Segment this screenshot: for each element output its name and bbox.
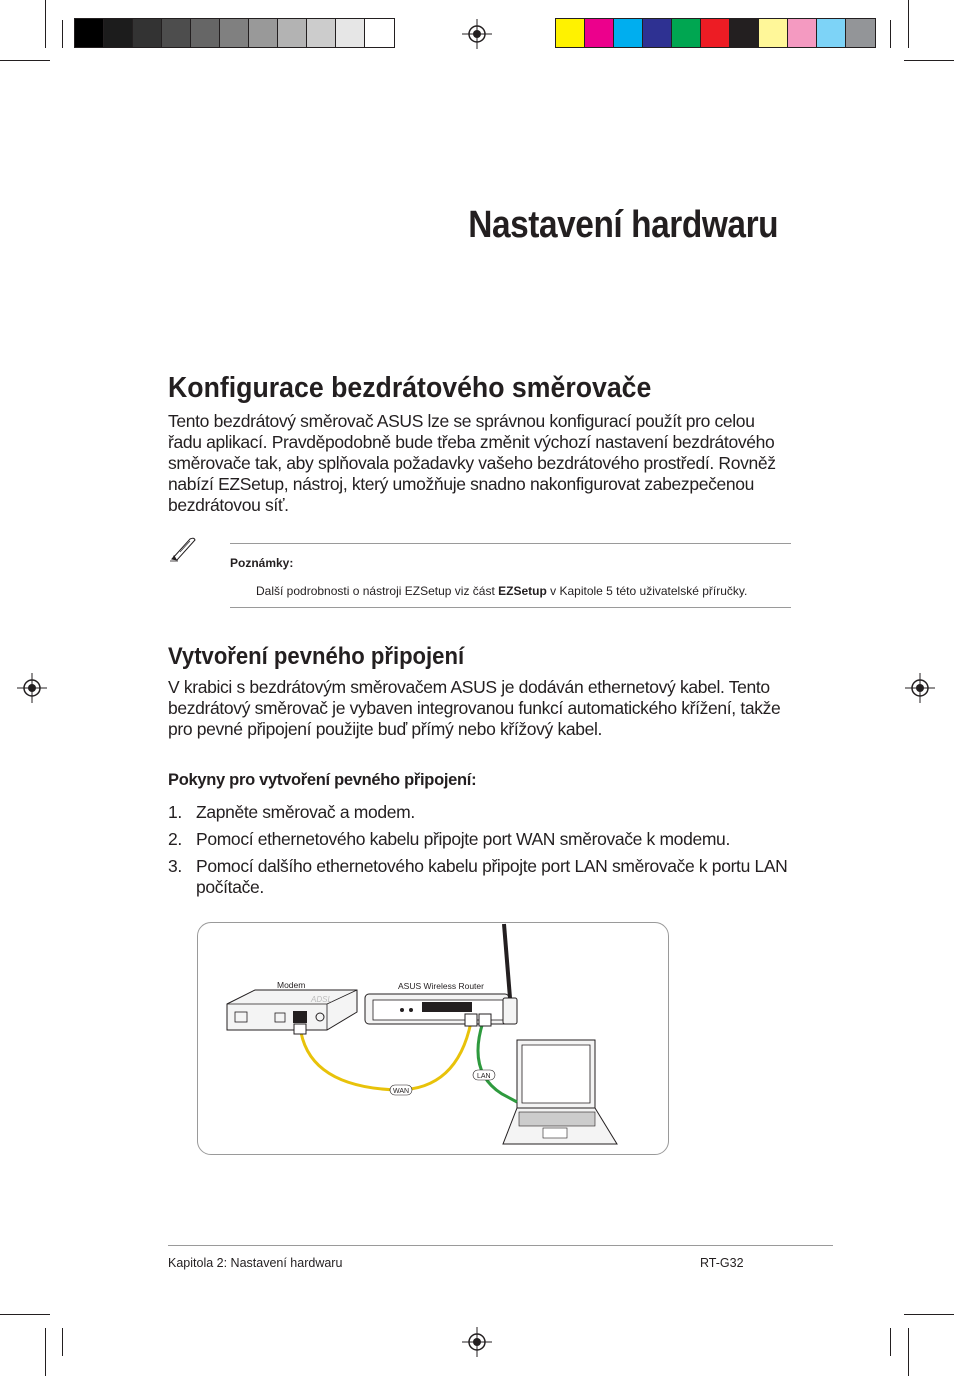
color-swatch [365,19,394,47]
color-swatch [585,19,614,47]
step-number: 3. [168,856,182,876]
color-swatch [104,19,133,47]
crop-mark [890,20,891,48]
lan-cable [478,1022,517,1102]
note-bottom-rule [230,607,791,608]
color-swatch [75,19,104,47]
color-swatch [846,19,875,47]
crop-mark [890,1328,891,1356]
registration-mark-icon [17,673,47,703]
paragraph-line: řadu aplikací. Pravděpodobně bude třeba změnit výchozí nastavení bezdrátového [168,432,775,452]
wan-label: WAN [393,1088,410,1095]
section2-paragraph [168,677,808,740]
footer-chapter: Kapitola 2: Nastavení hardwaru [168,1256,343,1270]
step-text: Pomocí ethernetového kabelu připojte port WAN směrovače k modemu. [196,829,730,849]
color-swatch [162,19,191,47]
note-title: Poznámky: [230,556,294,570]
note-text-bold: EZSetup [498,584,547,598]
crop-mark [45,1328,46,1376]
color-swatch [788,19,817,47]
lan-label: LAN [477,1073,491,1080]
chapter-title: Nastavení hardwaru [468,204,778,246]
grayscale-color-bar [74,18,395,48]
color-swatch [249,19,278,47]
paragraph-line: nabízí EZSetup, nástroj, který umožňuje snadno nakonfigurovat zabezpečenou [168,474,755,494]
router-label: ASUS Wireless Router [398,981,484,991]
note-text [256,584,747,598]
registration-mark-icon [462,19,492,49]
process-color-bar [555,18,876,48]
registration-mark-icon [905,673,935,703]
registration-mark-icon [462,1327,492,1357]
color-swatch [701,19,730,47]
color-swatch [614,19,643,47]
crop-mark [908,1328,909,1376]
step-number: 1. [168,802,182,822]
color-swatch [307,19,336,47]
section-heading-wired-connection: Vytvoření pevného připojení [168,643,465,670]
wan-cable [300,1022,471,1090]
pen-icon [168,535,198,563]
color-swatch [759,19,788,47]
laptop-device [503,1040,617,1144]
section1-paragraph [168,411,808,516]
section-heading-router-config: Konfigurace bezdrátového směrovače [168,372,652,404]
crop-mark [0,60,50,61]
paragraph-line: bezdrátový směrovač je vybaven integrovanou funkcí automatického křížení, takže [168,698,781,718]
color-swatch [730,19,759,47]
step-text: Zapněte směrovač a modem. [196,802,415,822]
step-text-line: počítače. [196,877,264,897]
note-top-rule [230,543,791,544]
step-text-line: Pomocí dalšího ethernetového kabelu připojte port LAN směrovače k portu LAN [196,856,788,876]
color-swatch [672,19,701,47]
footer-rule [168,1245,833,1246]
color-swatch [191,19,220,47]
crop-mark [45,0,46,48]
color-swatch [278,19,307,47]
connection-diagram-illustration [197,922,669,1155]
crop-mark [62,20,63,48]
step-text [196,856,796,898]
step-number: 2. [168,829,182,849]
footer-model: RT-G32 [700,1256,744,1270]
crop-mark [908,0,909,48]
paragraph-line: směrovače tak, aby splňovala požadavky vašeho bezdrátového prostředí. Rovněž [168,453,776,473]
crop-mark [0,1314,50,1315]
note-text-part: v Kapitole 5 této uživatelské příručky. [546,584,748,598]
color-swatch [220,19,249,47]
router-device [365,924,517,1024]
steps-heading: Pokyny pro vytvoření pevného připojení: [168,771,477,789]
color-swatch [817,19,846,47]
paragraph-line: V krabici s bezdrátovým směrovačem ASUS je dodáván ethernetový kabel. Tento [168,677,770,697]
note-text-part: Další podrobnosti o nástroji EZSetup viz část [256,584,499,598]
color-swatch [643,19,672,47]
modem-label: Modem [277,980,306,990]
paragraph-line: pro pevné připojení použijte buď přímý nebo křížový kabel. [168,719,603,739]
paragraph-line: Tento bezdrátový směrovač ASUS lze se správnou konfigurací použít pro celou [168,411,755,431]
modem-device [227,980,357,1030]
crop-mark [904,1314,954,1315]
color-swatch [556,19,585,47]
color-swatch [336,19,365,47]
modem-brand: ADSL [311,995,332,1004]
paragraph-line: bezdrátovou síť. [168,495,289,515]
crop-mark [62,1328,63,1356]
crop-mark [904,60,954,61]
color-swatch [133,19,162,47]
